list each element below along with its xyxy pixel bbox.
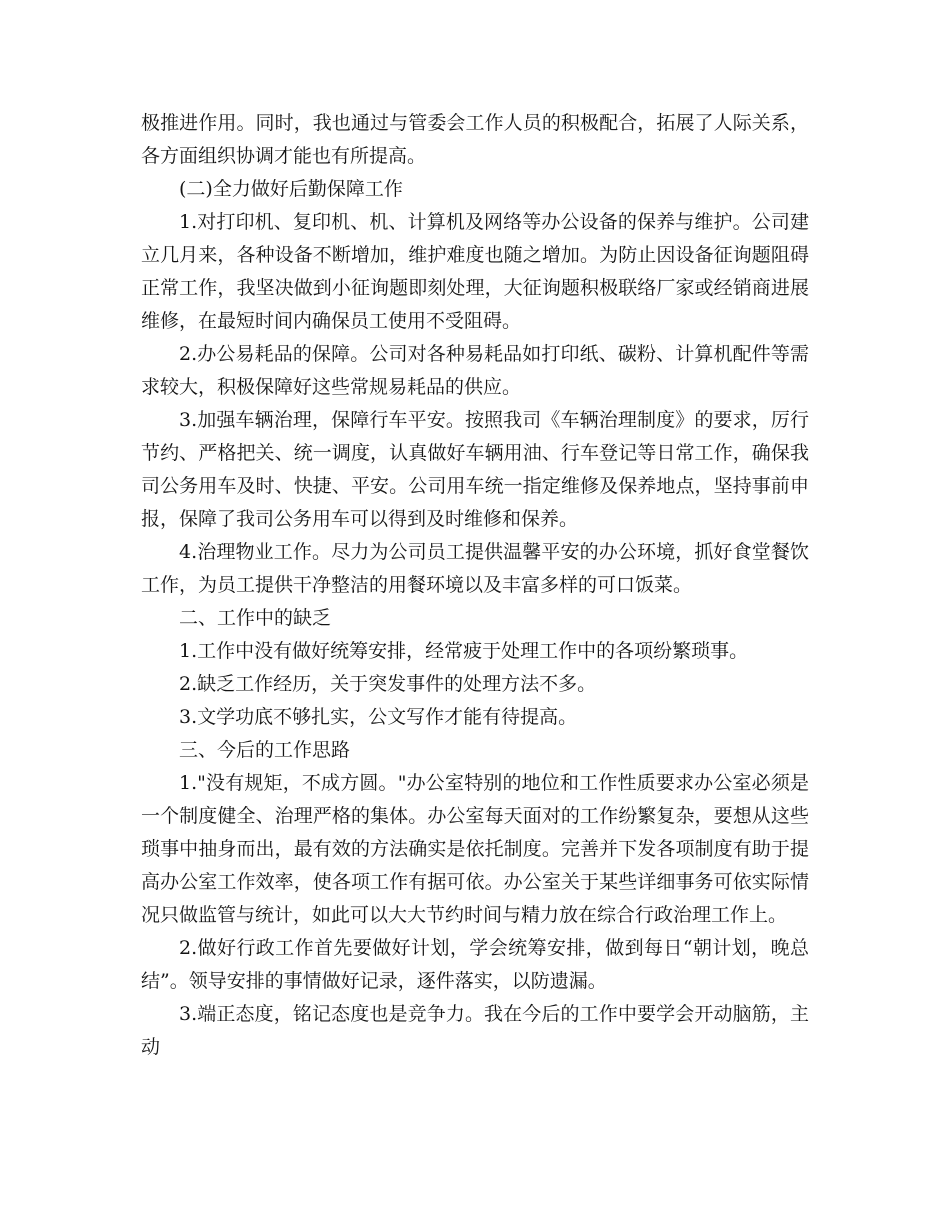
paragraph: 2.办公易耗品的保障。公司对各种易耗品如打印纸、碳粉、计算机配件等需求较大，积极保障好这些常规易耗品的供应。 [141,343,809,398]
paragraph: 4.治理物业工作。尽力为公司员工提供温馨平安的办公环境，抓好食堂餐饮工作，为员工提供干净整洁的用餐环境以及丰富多样的可口饭菜。 [141,541,809,596]
document-body [141,107,809,1064]
section-heading: 二、工作中的缺乏 [179,607,332,629]
paragraph: 1.工作中没有做好统筹安排，经常疲于处理工作中的各项纷繁琐事。 [179,640,749,662]
paragraph: 3.文学功底不够扎实，公文写作才能有待提高。 [179,706,578,728]
section-heading: (二)全力做好后勤保障工作 [179,178,403,200]
paragraph: 2.做好行政工作首先要做好计划，学会统筹安排，做到每日“朝计划，晚总结”。领导安排的事情做好记录，逐件落实，以防遗漏。 [141,937,809,992]
section-heading: 三、今后的工作思路 [179,739,351,761]
paragraph: 2.缺乏工作经历，关于突发事件的处理方法不多。 [179,673,597,695]
paragraph: 3.端正态度，铭记态度也是竞争力。我在今后的工作中要学会开动脑筋，主动 [141,1003,809,1058]
paragraph: 1.对打印机、复印机、机、计算机及网络等办公设备的保养与维护。公司建立几月来，各种设备不断增加，维护难度也随之增加。为防止因设备征询题阻碍正常工作，我坚决做到小征询题即刻处理，大征询题积极联络厂家或经销商进展维修，在最短时间内确保员工使用不受阻碍。 [141,211,809,332]
paragraph: 极推进作用。同时，我也通过与管委会工作人员的积极配合，拓展了人际关系，各方面组织协调才能也有所提高。 [141,112,809,167]
paragraph: 3.加强车辆治理，保障行车平安。按照我司《车辆治理制度》的要求，厉行节约、严格把关、统一调度，认真做好车辆用油、行车登记等日常工作，确保我司公务用车及时、快捷、平安。公司用车统一指定维修及保养地点，坚持事前申报，保障了我司公务用车可以得到及时维修和保养。 [141,409,809,530]
paragraph: 1."没有规矩，不成方圆。"办公室特别的地位和工作性质要求办公室必须是一个制度健全、治理严格的集体。办公室每天面对的工作纷繁复杂，要想从这些琐事中抽身而出，最有效的方法确实是依托制度。完善并下发各项制度有助于提高办公室工作效率，使各项工作有据可依。办公室关于某些详细事务可依实际情况只做监管与统计，如此可以大大节约时间与精力放在综合行政治理工作上。 [141,772,809,926]
